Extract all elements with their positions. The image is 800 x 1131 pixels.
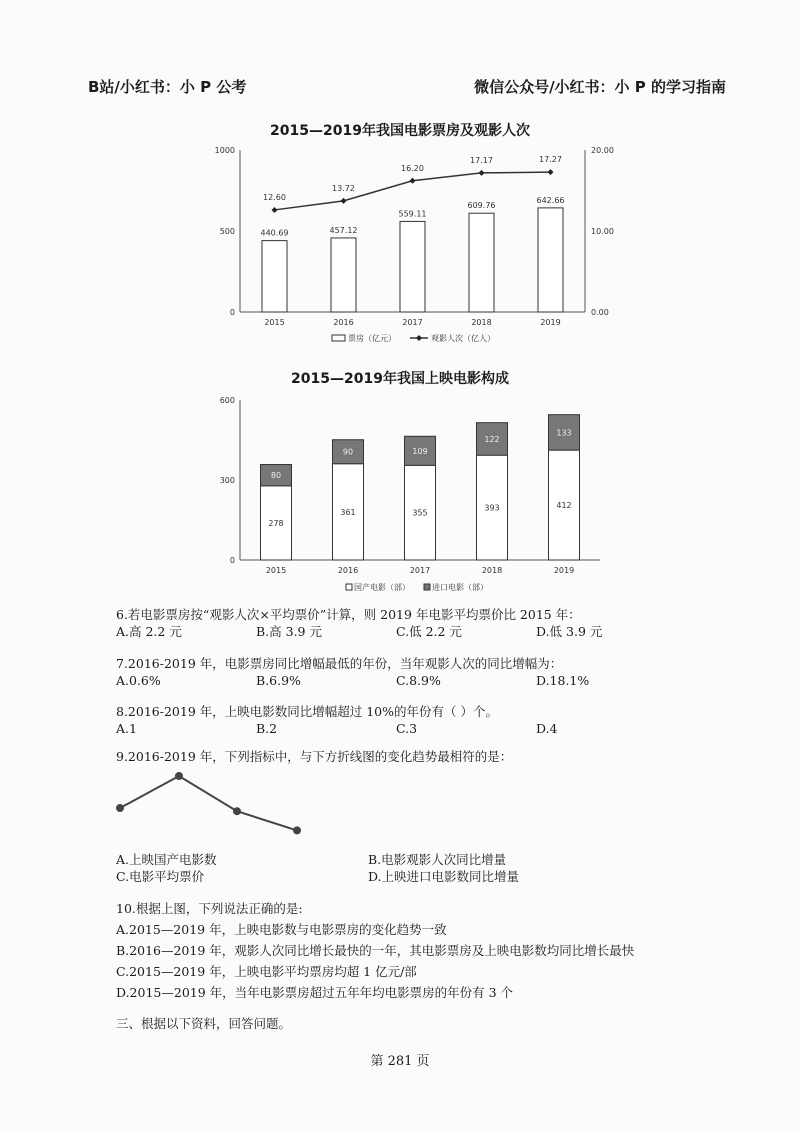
- attendance-marker: [272, 207, 278, 213]
- box-office-bar: [262, 241, 287, 312]
- domestic-label: 278: [268, 518, 284, 528]
- box-office-label: 609.76: [467, 201, 496, 211]
- q10-option-a[interactable]: A.2015—2019 年，上映电影数与电影票房的变化趋势一致: [116, 922, 447, 937]
- question-7: [116, 655, 716, 689]
- chart1-title: 2015—2019年我国电影票房及观影人次: [270, 123, 530, 139]
- import-label: 80: [270, 471, 282, 481]
- section-heading: 三、根据以下资料，回答问题。: [116, 1016, 292, 1031]
- box-office-bar: [331, 238, 356, 312]
- legend-domestic: 国产电影（部）: [354, 583, 410, 592]
- q10-option-d[interactable]: D.2015—2019 年，当年电影票房超过五年年均电影票房的年份有 3 个: [116, 985, 514, 1000]
- import-label: 133: [556, 428, 572, 438]
- box-office-label: 559.11: [398, 209, 427, 219]
- q9-option-d[interactable]: D.上映进口电影数同比增量: [368, 869, 520, 884]
- q9-option-c[interactable]: C.电影平均票价: [116, 869, 205, 884]
- q8-option-c[interactable]: C.3: [396, 721, 418, 736]
- box-office-bar: [538, 208, 563, 312]
- chart1-year-tick: 2018: [471, 318, 492, 327]
- chart2-year-tick: 2016: [337, 566, 359, 575]
- attendance-marker: [410, 178, 416, 184]
- box-office-bar: [469, 213, 494, 312]
- legend-box-office: 票房（亿元）: [348, 334, 396, 343]
- q7-option-a[interactable]: A.0.6%: [116, 673, 161, 688]
- chart1-left-tick: 500: [219, 227, 235, 236]
- question-9: [116, 748, 716, 765]
- chart1-left-tick: 0: [229, 308, 235, 317]
- question-8: [116, 703, 716, 737]
- import-label: 109: [412, 446, 428, 456]
- attendance-marker: [548, 169, 554, 175]
- movie-composition-chart: [0, 390, 800, 600]
- q8-option-b[interactable]: B.2: [256, 721, 278, 736]
- trend-point: [175, 772, 183, 780]
- question-10: [116, 898, 756, 1003]
- chart1-year-tick: 2017: [402, 318, 423, 327]
- trend-point: [293, 826, 301, 834]
- q9-option-b[interactable]: B.电影观影人次同比增量: [368, 852, 507, 867]
- chart2-y-tick: 600: [219, 396, 235, 405]
- q6-option-b[interactable]: B.高 3.9 元: [256, 624, 322, 639]
- q6-option-d[interactable]: D.低 3.9 元: [536, 624, 603, 639]
- attendance-marker: [341, 198, 347, 204]
- chart1-right-tick: 10.00: [591, 227, 614, 236]
- question-9-stem: 9.2016-2019 年，下列指标中，与下方折线图的变化趋势最相符的是：: [116, 749, 513, 764]
- question-7-stem: 7.2016-2019 年，电影票房同比增幅最低的年份，当年观影人次的同比增幅为：: [116, 656, 563, 671]
- trend-point: [116, 804, 124, 812]
- box-office-label: 457.12: [329, 225, 358, 235]
- legend-domestic-swatch: [346, 584, 352, 590]
- chart1-left-tick: 1000: [214, 146, 235, 155]
- box-office-bar: [400, 221, 425, 312]
- q8-option-d[interactable]: D.4: [536, 721, 558, 736]
- q7-option-d[interactable]: D.18.1%: [536, 673, 590, 688]
- domestic-label: 355: [412, 508, 428, 518]
- legend-import-swatch: [424, 584, 430, 590]
- trend-line: [120, 776, 297, 830]
- import-label: 122: [484, 434, 500, 444]
- box-office-label: 642.66: [536, 195, 565, 205]
- import-label: 90: [342, 447, 354, 457]
- legend-box-office-swatch: [332, 335, 345, 341]
- q10-option-c[interactable]: C.2015—2019 年，上映电影平均票房均超 1 亿元/部: [116, 964, 417, 979]
- domestic-label: 361: [340, 507, 356, 517]
- legend-import: 进口电影（部）: [432, 583, 488, 592]
- chart2-year-tick: 2015: [265, 566, 287, 575]
- chart2-title: 2015—2019年我国上映电影构成: [291, 371, 509, 387]
- box-office-chart: [0, 140, 800, 350]
- q6-option-a[interactable]: A.高 2.2 元: [116, 624, 182, 639]
- chart2-year-tick: 2018: [481, 566, 503, 575]
- chart1-right-tick: 20.00: [591, 146, 614, 155]
- question-9-options: [116, 851, 716, 885]
- chart1-year-tick: 2015: [264, 318, 285, 327]
- chart2-year-tick: 2019: [553, 566, 575, 575]
- q7-option-c[interactable]: C.8.9%: [396, 673, 441, 688]
- question-8-stem: 8.2016-2019 年，上映电影数同比增幅超过 10%的年份有（ ）个。: [116, 704, 498, 719]
- question-6-stem: 6.若电影票房按“观影人次×平均票价”计算，则 2019 年电影平均票价比 2015 年：: [116, 607, 581, 622]
- legend-attendance: 观影人次（亿人）: [431, 334, 495, 343]
- domestic-label: 412: [556, 501, 572, 511]
- q7-option-b[interactable]: B.6.9%: [256, 673, 301, 688]
- attendance-label: 17.17: [470, 155, 493, 165]
- q9-option-a[interactable]: A.上映国产电影数: [116, 852, 217, 867]
- attendance-label: 13.72: [332, 183, 355, 193]
- chart2-year-tick: 2017: [409, 566, 431, 575]
- q10-option-b[interactable]: B.2016—2019 年，观影人次同比增长最快的一年，其电影票房及上映电影数均同比增长最快: [116, 943, 635, 958]
- question-6: [116, 606, 716, 640]
- chart1-year-tick: 2019: [540, 318, 561, 327]
- question-10-stem: 10.根据上图，下列说法正确的是:: [116, 901, 303, 916]
- header-left: B站/小红书：小 P 公考: [88, 78, 247, 96]
- q6-option-c[interactable]: C.低 2.2 元: [396, 624, 462, 639]
- header-right: 微信公众号/小红书：小 P 的学习指南: [474, 78, 726, 96]
- box-office-label: 440.69: [260, 228, 289, 238]
- page-number: 第 281 页: [370, 1054, 430, 1069]
- q8-option-a[interactable]: A.1: [116, 721, 137, 736]
- attendance-marker: [479, 170, 485, 176]
- domestic-label: 393: [484, 503, 500, 513]
- attendance-label: 17.27: [539, 155, 562, 165]
- trend-point: [233, 807, 241, 815]
- trend-line-figure: [100, 768, 340, 848]
- attendance-label: 16.20: [401, 163, 424, 173]
- chart1-year-tick: 2016: [333, 318, 354, 327]
- chart2-y-tick: 300: [219, 476, 235, 485]
- legend-attendance-marker: [416, 335, 422, 341]
- page-header: [88, 76, 726, 97]
- chart2-y-tick: 0: [229, 556, 235, 565]
- attendance-label: 12.60: [263, 192, 286, 202]
- chart1-right-tick: 0.00: [591, 308, 609, 317]
